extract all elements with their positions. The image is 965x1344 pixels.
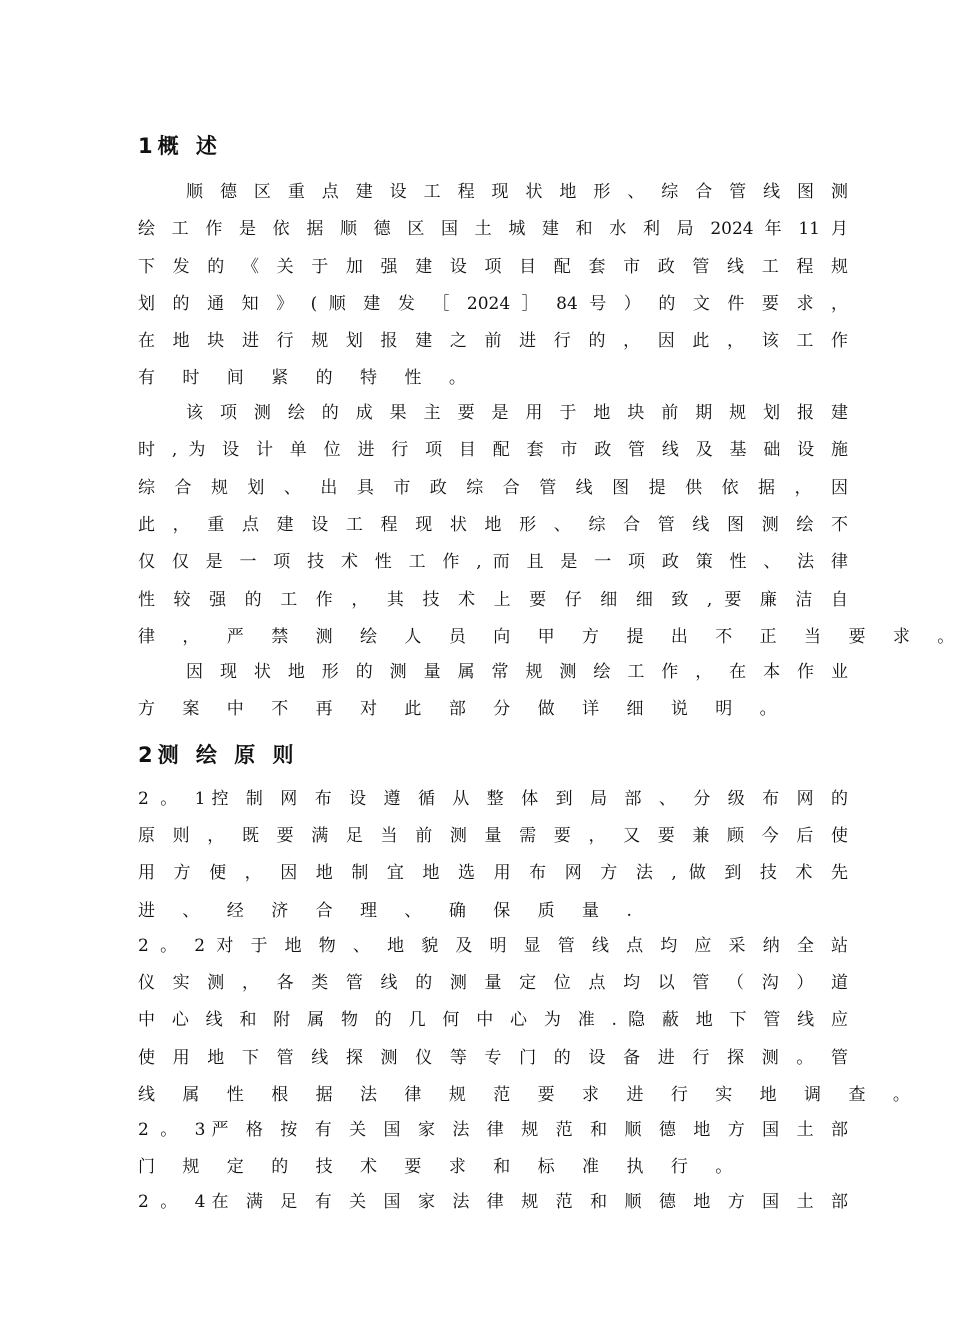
- paragraph-line: 使 用 地 下 管 线 探 测 仪 等 专 门 的 设 备 进 行 探 测 。 管: [138, 1048, 848, 1068]
- section-1-heading: 1概 述: [138, 134, 222, 158]
- paragraph-line: 仅 仅 是 一 项 技 术 性 工 作 , 而 且 是 一 项 政 策 性 、 法 律: [138, 552, 848, 572]
- paragraph-line: 2 。 4在 满 足 有 关 国 家 法 律 规 范 和 顺 德 地 方 国 土 部: [138, 1192, 848, 1212]
- paragraph-line: 方 案 中 不 再 对 此 部 分 做 详 细 说 明 。: [138, 699, 788, 719]
- paragraph-line: 时 , 为 设 计 单 位 进 行 项 目 配 套 市 政 管 线 及 基 础 设 施: [138, 440, 848, 460]
- paragraph-line: 下 发 的 《 关 于 加 强 建 设 项 目 配 套 市 政 管 线 工 程 规: [138, 257, 848, 277]
- paragraph-line: 此 ， 重 点 建 设 工 程 现 状 地 形 、 综 合 管 线 图 测 绘 不: [138, 515, 848, 535]
- paragraph-line: 在 地 块 进 行 规 划 报 建 之 前 进 行 的 ， 因 此 ， 该 工 作: [138, 331, 848, 351]
- paragraph-line: 绘 工 作 是 依 据 顺 德 区 国 土 城 建 和 水 利 局 2024 年 11 月: [138, 219, 848, 239]
- paragraph-line: 仪 实 测 ， 各 类 管 线 的 测 量 定 位 点 均 以 管 （ 沟 ） 道: [138, 973, 848, 993]
- paragraph-line: 2 。 1控 制 网 布 设 遵 循 从 整 体 到 局 部 、 分 级 布 网 的: [138, 789, 848, 809]
- paragraph-line: 用 方 便 ， 因 地 制 宜 地 选 用 布 网 方 法 , 做 到 技 术 先: [138, 863, 848, 883]
- paragraph-line: 律 ， 严 禁 测 绘 人 员 向 甲 方 提 出 不 正 当 要 求 。: [138, 627, 965, 647]
- paragraph-line: 线 属 性 根 据 法 律 规 范 要 求 进 行 实 地 调 查 。: [138, 1085, 921, 1105]
- paragraph-line: 划 的 通 知 》 ( 顺 建 发 ［ 2024 ］ 84 号 ） 的 文 件 要 求 ，: [138, 294, 848, 314]
- section-2-heading: 2测 绘 原 则: [138, 743, 299, 767]
- paragraph-line: 2 。 2 对 于 地 物 、 地 貌 及 明 显 管 线 点 均 应 采 纳 全 站: [138, 936, 848, 956]
- paragraph-line: 顺 德 区 重 点 建 设 工 程 现 状 地 形 、 综 合 管 线 图 测: [186, 182, 848, 202]
- paragraph-line: 中 心 线 和 附 属 物 的 几 何 中 心 为 准 . 隐 蔽 地 下 管 线 应: [138, 1010, 848, 1030]
- paragraph-line: 因 现 状 地 形 的 测 量 属 常 规 测 绘 工 作 ， 在 本 作 业: [186, 662, 848, 682]
- paragraph-line: 原 则 ， 既 要 满 足 当 前 测 量 需 要 ， 又 要 兼 顾 今 后 使: [138, 826, 848, 846]
- paragraph-line: 进 、 经 济 合 理 、 确 保 质 量 .: [138, 901, 643, 921]
- paragraph-line: 2 。 3严 格 按 有 关 国 家 法 律 规 范 和 顺 德 地 方 国 土 部: [138, 1120, 848, 1140]
- paragraph-line: 有 时 间 紧 的 特 性 。: [138, 368, 477, 388]
- paragraph-line: 性 较 强 的 工 作 ， 其 技 术 上 要 仔 细 细 致 , 要 廉 洁 自: [138, 590, 848, 610]
- paragraph-line: 门 规 定 的 技 术 要 求 和 标 准 执 行 。: [138, 1157, 744, 1177]
- paragraph-line: 该 项 测 绘 的 成 果 主 要 是 用 于 地 块 前 期 规 划 报 建: [186, 403, 848, 423]
- paragraph-line: 综 合 规 划 、 出 具 市 政 综 合 管 线 图 提 供 依 据 ， 因: [138, 478, 848, 498]
